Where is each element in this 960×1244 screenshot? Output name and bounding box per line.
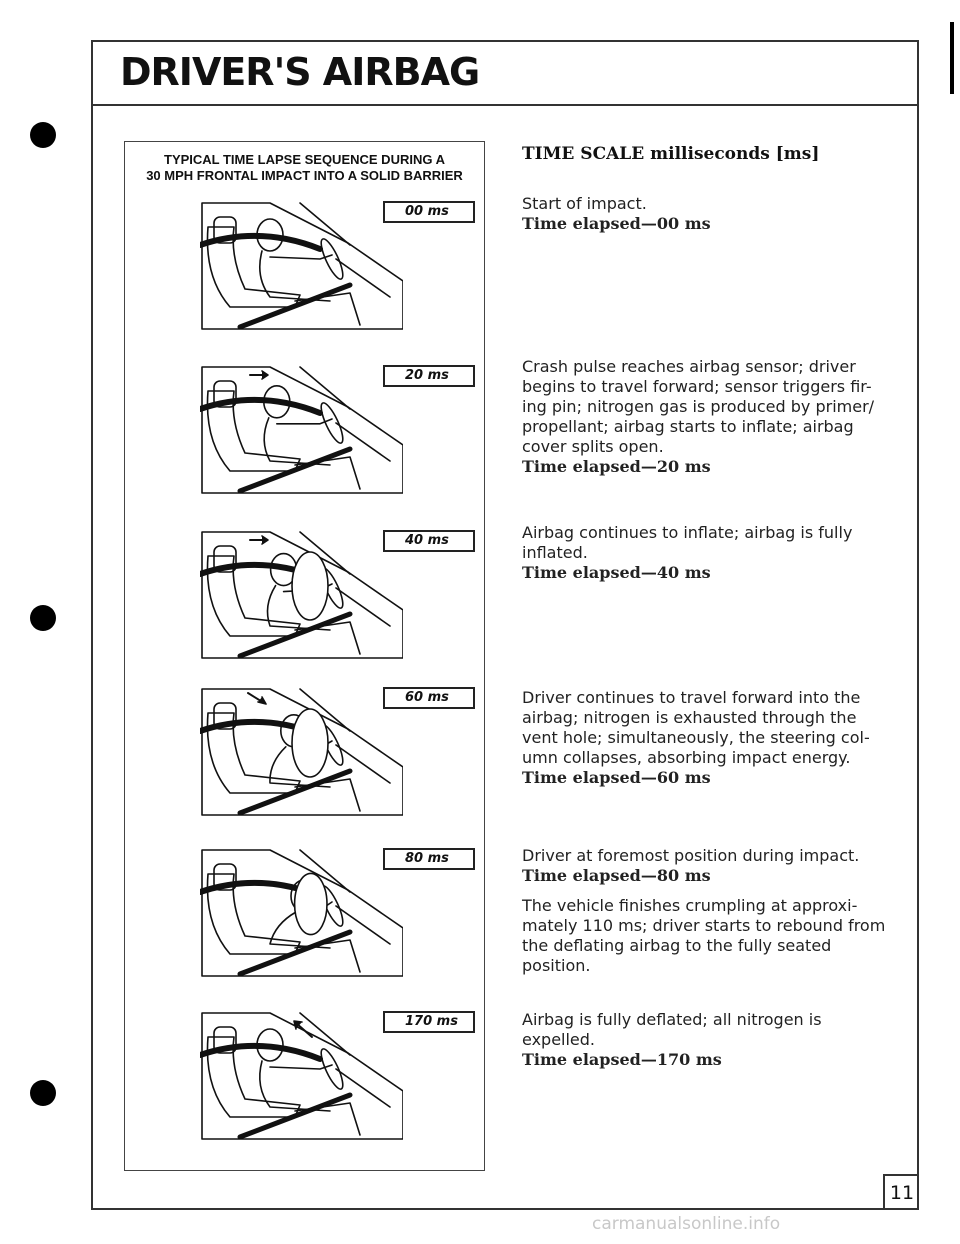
driver-arm xyxy=(270,1065,332,1069)
entry-description: Driver continues to travel forward into the airbag; nitrogen is exhausted through the vent hole; simultaneously, the steering col-umn collapses, absorbing impact energy. xyxy=(522,688,870,767)
timeline-entry-40ms xyxy=(522,523,894,583)
timeline-entry-110ms xyxy=(522,896,894,976)
driver-illustration xyxy=(200,526,403,660)
sequence-panel-80ms xyxy=(200,844,449,978)
car-frame xyxy=(202,367,403,493)
driver-illustration xyxy=(200,683,403,817)
binder-hole xyxy=(30,1080,56,1106)
driver-illustration xyxy=(200,197,403,331)
driver-legs xyxy=(295,457,360,489)
driver-illustration xyxy=(200,1007,403,1141)
seatbelt-lap xyxy=(240,285,350,327)
entry-description: Driver at foremost position during impact. xyxy=(522,846,860,865)
binder-hole xyxy=(30,122,56,148)
airbag xyxy=(295,873,327,934)
figure-caption-line-2: 30 MPH FRONTAL IMPACT INTO A SOLID BARRIER xyxy=(146,168,463,183)
entry-elapsed: Time elapsed—60 ms xyxy=(522,768,711,787)
time-stamp: 80 ms xyxy=(383,848,475,870)
motion-arrow-head xyxy=(262,371,268,379)
steering-column xyxy=(336,906,390,944)
driver-legs xyxy=(295,1103,360,1135)
seatbelt-lap xyxy=(240,932,350,974)
time-scale-heading: TIME SCALE milliseconds [ms] xyxy=(522,144,820,164)
driver-legs xyxy=(295,622,360,654)
steering-column xyxy=(336,745,390,783)
sequence-panel-60ms xyxy=(200,683,449,817)
timeline-entry-00ms xyxy=(522,194,894,234)
motion-arrow-head xyxy=(262,536,268,544)
airbag xyxy=(292,709,328,777)
driver-illustration xyxy=(200,844,403,978)
timeline-entry-170ms xyxy=(522,1010,894,1070)
time-lapse-figure xyxy=(124,141,485,1171)
figure-caption xyxy=(125,152,484,184)
entry-description: Airbag continues to inflate; airbag is fully inflated. xyxy=(522,523,853,562)
timeline-entry-60ms xyxy=(522,688,894,788)
airbag xyxy=(292,552,328,620)
entry-description: Start of impact. xyxy=(522,194,647,213)
page-title: DRIVER'S AIRBAG xyxy=(120,50,480,94)
entry-description: Crash pulse reaches airbag sensor; driver begins to travel forward; sensor triggers fir-ing pin; nitrogen gas is produced by primer/ propellant; airbag starts to inflate; airbag cover splits open. xyxy=(522,357,875,456)
time-stamp: 20 ms xyxy=(383,365,475,387)
sequence-panel-20ms xyxy=(200,361,449,495)
car-frame xyxy=(202,1013,403,1139)
sequence-panel-40ms xyxy=(200,526,449,660)
seatbelt-shoulder xyxy=(200,400,320,413)
seatbelt-lap xyxy=(240,1095,350,1137)
seatbelt-shoulder xyxy=(200,236,320,249)
entry-description: The vehicle finishes crumpling at approxi-mately 110 ms; driver starts to rebound from the deflating airbag to the fully seated position. xyxy=(522,896,886,975)
margin-bar xyxy=(950,22,954,94)
motion-arrow-head xyxy=(258,697,266,704)
time-stamp: 00 ms xyxy=(383,201,475,223)
steering-column xyxy=(336,1069,390,1107)
driver-legs xyxy=(295,293,360,325)
entry-elapsed: Time elapsed—40 ms xyxy=(522,563,711,582)
entry-description: Airbag is fully deflated; all nitrogen is expelled. xyxy=(522,1010,822,1049)
watermark: carmanualsonline.info xyxy=(592,1214,781,1234)
entry-elapsed: Time elapsed—80 ms xyxy=(522,866,711,885)
entry-elapsed: Time elapsed—00 ms xyxy=(522,214,711,233)
figure-caption-line-1: TYPICAL TIME LAPSE SEQUENCE DURING A xyxy=(164,152,445,167)
sequence-panel-170ms xyxy=(200,1007,458,1141)
timeline-entry-20ms xyxy=(522,357,894,477)
seatbelt-shoulder xyxy=(200,1046,320,1059)
entry-elapsed: Time elapsed—170 ms xyxy=(522,1050,722,1069)
seatbelt-lap xyxy=(240,771,350,813)
car-frame xyxy=(202,203,403,329)
steering-column xyxy=(336,423,390,461)
steering-column xyxy=(336,259,390,297)
sequence-panel-00ms xyxy=(200,197,449,331)
steering-column xyxy=(336,588,390,626)
driver-arm xyxy=(270,255,332,259)
seatbelt-lap xyxy=(240,449,350,491)
timeline-entry-80ms xyxy=(522,846,894,886)
seatbelt-lap xyxy=(240,614,350,656)
time-stamp: 170 ms xyxy=(383,1011,475,1033)
header-divider xyxy=(91,104,919,106)
driver-legs xyxy=(295,940,360,972)
page-number: 11 xyxy=(883,1174,919,1210)
driver-illustration xyxy=(200,361,403,495)
driver-legs xyxy=(295,779,360,811)
binder-hole xyxy=(30,605,56,631)
time-stamp: 60 ms xyxy=(383,687,475,709)
entry-elapsed: Time elapsed—20 ms xyxy=(522,457,711,476)
time-stamp: 40 ms xyxy=(383,530,475,552)
